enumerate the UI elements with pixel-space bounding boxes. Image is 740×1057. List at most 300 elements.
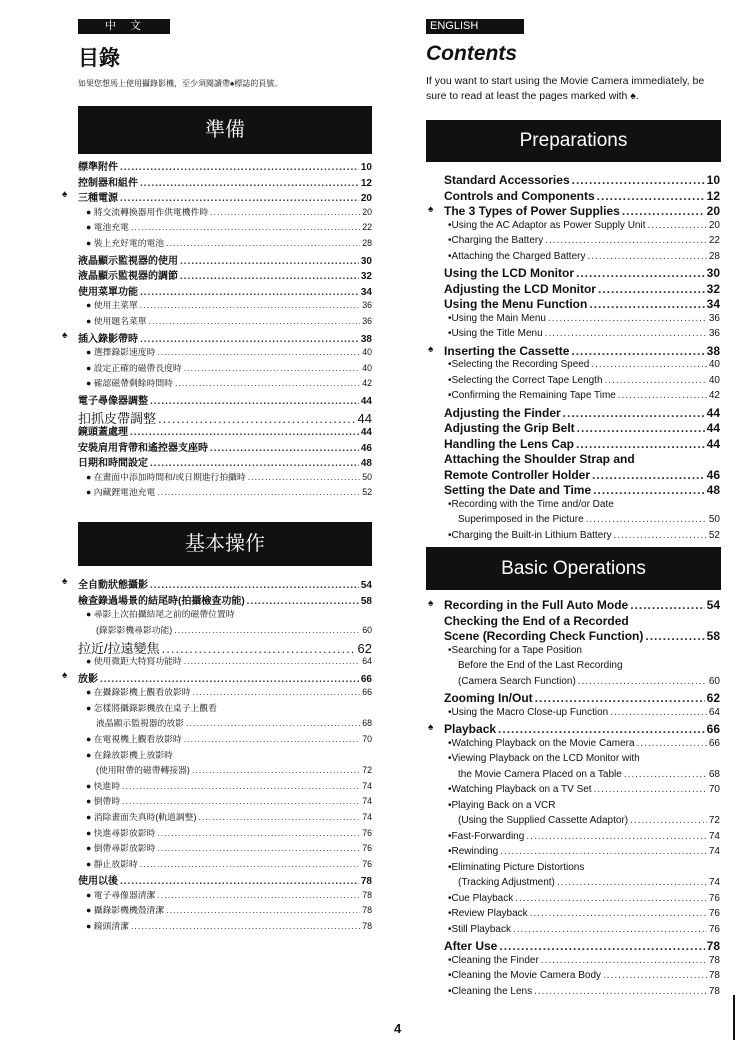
dot-leader bbox=[548, 313, 707, 324]
toc-entry-page: 76 bbox=[708, 892, 720, 904]
toc-entry bbox=[428, 598, 720, 614]
english-preparations-title: Preparations bbox=[519, 130, 628, 151]
toc-entry-page: 12 bbox=[360, 177, 372, 189]
toc-entry-label: •Using the AC Adaptor as Power Supply Unit bbox=[448, 219, 646, 231]
toc-entry-page: 10 bbox=[360, 162, 372, 173]
toc-entry bbox=[444, 514, 720, 530]
toc-entry bbox=[444, 893, 720, 909]
toc-entry-page: 46 bbox=[706, 467, 720, 482]
toc-entry-label: ● 怎樣將攝錄影機放在桌子上觀看 bbox=[86, 702, 217, 713]
toc-entry bbox=[78, 826, 372, 842]
toc-entry bbox=[78, 748, 372, 764]
toc-entry bbox=[78, 794, 372, 810]
toc-entry-page: 38 bbox=[706, 343, 720, 358]
toc-entry-label: •Selecting the Correct Tape Length bbox=[448, 374, 603, 386]
dot-leader bbox=[526, 831, 707, 842]
dot-leader bbox=[120, 876, 359, 887]
toc-entry-page: 52 bbox=[362, 487, 372, 498]
toc-entry-label: ● 使用題名菜單 bbox=[86, 315, 147, 326]
toc-entry-label: ● 快進尋影放影時 bbox=[86, 827, 156, 838]
dot-leader bbox=[577, 421, 705, 435]
toc-entry-page: 22 bbox=[708, 235, 720, 246]
dot-leader bbox=[131, 222, 360, 232]
toc-entry bbox=[78, 623, 372, 639]
toc-entry-label: The 3 Types of Power Supplies bbox=[444, 204, 620, 218]
toc-entry-page: 44 bbox=[706, 421, 720, 435]
toc-entry-page: 60 bbox=[708, 675, 720, 687]
english-language-tag: ENGLISH bbox=[426, 19, 524, 34]
dot-leader bbox=[515, 893, 707, 904]
toc-entry bbox=[78, 607, 372, 623]
toc-entry-page: 46 bbox=[360, 442, 372, 454]
toc-entry-label: •Using the Macro Close-up Function bbox=[448, 706, 609, 718]
chinese-basic-title: 基本操作 bbox=[185, 533, 265, 555]
toc-entry-label: Superimposed in the Picture bbox=[458, 514, 584, 525]
toc-entry-label: 扣抓皮帶調整 bbox=[78, 410, 157, 426]
toc-entry-page: 30 bbox=[706, 266, 720, 280]
toc-entry-label: •Watching Playback on a TV Set bbox=[448, 784, 592, 795]
toc-entry-page: 48 bbox=[360, 458, 372, 470]
toc-entry-label: •Fast-Forwarding bbox=[448, 830, 525, 842]
dot-leader bbox=[120, 162, 359, 173]
toc-entry-label: Inserting the Cassette bbox=[444, 343, 570, 358]
toc-entry bbox=[78, 376, 372, 392]
toc-entry-label: 鏡頭蓋處理 bbox=[78, 427, 128, 439]
toc-entry bbox=[444, 769, 720, 785]
english-basic-title: Basic Operations bbox=[501, 558, 646, 579]
dot-leader bbox=[157, 347, 360, 357]
toc-entry-label: 三種電源 bbox=[78, 193, 118, 205]
dot-leader bbox=[622, 204, 705, 218]
toc-entry bbox=[444, 691, 720, 707]
toc-entry-page: 58 bbox=[360, 595, 372, 607]
toc-entry bbox=[444, 970, 720, 986]
dot-leader bbox=[193, 687, 361, 697]
toc-entry bbox=[444, 815, 720, 831]
toc-entry-page: 74 bbox=[708, 846, 720, 857]
dot-leader bbox=[198, 812, 360, 822]
toc-entry-label: •Cleaning the Finder bbox=[448, 954, 539, 966]
toc-entry-page: 40 bbox=[362, 347, 372, 358]
dot-leader bbox=[513, 924, 707, 935]
toc-entry bbox=[444, 189, 720, 205]
required-marker: ♠ bbox=[62, 669, 68, 681]
dot-leader bbox=[563, 406, 705, 420]
toc-entry-page: 34 bbox=[360, 286, 372, 298]
toc-entry-label: •Cleaning the Movie Camera Body bbox=[448, 970, 602, 981]
toc-entry bbox=[78, 454, 372, 470]
edge-rule bbox=[733, 995, 735, 1040]
toc-entry-page: 40 bbox=[362, 362, 372, 373]
toc-entry-page: 44 bbox=[357, 410, 372, 426]
toc-entry-label: ● 攝錄影機機殼清潔 bbox=[86, 905, 165, 916]
toc-entry-page: 74 bbox=[362, 780, 372, 791]
toc-entry bbox=[78, 888, 372, 904]
dot-leader bbox=[645, 629, 704, 643]
toc-entry-label: ● 倒帶時 bbox=[86, 796, 121, 807]
dot-leader bbox=[120, 193, 359, 204]
toc-entry-label: •Eliminating Picture Distortions bbox=[448, 861, 585, 873]
toc-entry-label: •Recording with the Time and/or Date bbox=[448, 498, 614, 510]
toc-entry-label: 使用菜單功能 bbox=[78, 286, 138, 298]
toc-entry bbox=[444, 629, 720, 645]
toc-entry-label: ● 在畫面中添加時間和/或日期進行拍攝時 bbox=[86, 471, 246, 482]
toc-entry-label: (Tracking Adjustment) bbox=[458, 877, 555, 888]
toc-entry bbox=[78, 158, 372, 174]
toc-entry-label: ● 尋影上次拍攝結尾之前的磁帶位置時 bbox=[86, 609, 235, 620]
dot-leader bbox=[535, 691, 705, 705]
dot-leader bbox=[140, 334, 359, 345]
chinese-basic-banner bbox=[78, 522, 372, 566]
dot-leader bbox=[130, 427, 359, 438]
toc-entry-page: 20 bbox=[362, 206, 372, 217]
required-marker: ♠ bbox=[62, 189, 68, 201]
toc-entry-label: ● 在錄放影機上放影時 bbox=[86, 749, 173, 760]
required-marker: ♠ bbox=[62, 576, 68, 587]
dot-leader bbox=[557, 877, 707, 888]
dot-leader bbox=[131, 921, 360, 931]
toc-entry-page: 64 bbox=[362, 655, 372, 666]
toc-entry-label: Handling the Lens Cap bbox=[444, 436, 575, 451]
toc-entry-label: Zooming In/Out bbox=[444, 691, 533, 705]
toc-entry bbox=[78, 779, 372, 795]
toc-entry-page: 28 bbox=[708, 250, 720, 262]
toc-entry-label: •Charging the Battery bbox=[448, 235, 544, 246]
toc-entry-page: 12 bbox=[706, 188, 720, 203]
toc-entry-page: 66 bbox=[362, 687, 372, 698]
toc-entry-label: ● 消除畫面失真時(軌道調整) bbox=[86, 811, 197, 822]
toc-entry-label: 安裝肩用背帶和遙控器支座時 bbox=[78, 442, 208, 454]
dot-leader bbox=[572, 173, 705, 187]
dot-leader bbox=[210, 443, 359, 454]
dot-leader bbox=[618, 390, 707, 401]
toc-entry-page: 50 bbox=[708, 514, 720, 525]
toc-entry-label: •Rewinding bbox=[448, 846, 499, 857]
english-intro: If you want to start using the Movie Camera immediately, be sure to read at least the pages marked with ♠. bbox=[426, 75, 705, 102]
toc-entry bbox=[78, 283, 372, 299]
toc-entry-label: Adjusting the Grip Belt bbox=[444, 421, 575, 435]
toc-entry-label: Recording in the Full Auto Mode bbox=[444, 598, 629, 612]
toc-entry-label: 放影 bbox=[78, 673, 98, 685]
toc-entry-page: 20 bbox=[708, 219, 720, 231]
toc-entry-label: (錄影影機尋影功能) bbox=[96, 624, 173, 635]
toc-entry-page: 78 bbox=[362, 905, 372, 916]
dot-leader bbox=[184, 363, 360, 373]
toc-entry-page: 74 bbox=[362, 796, 372, 807]
toc-entry-label: •Cue Playback bbox=[448, 892, 514, 904]
dot-leader bbox=[184, 656, 360, 666]
toc-entry-page: 72 bbox=[362, 765, 372, 776]
toc-entry-page: 70 bbox=[362, 733, 372, 744]
dot-leader bbox=[578, 676, 707, 687]
dot-leader bbox=[614, 530, 707, 541]
toc-entry-page: 68 bbox=[362, 718, 372, 729]
english-basic-banner bbox=[426, 547, 721, 590]
toc-entry-label: Setting the Date and Time bbox=[444, 483, 592, 497]
toc-entry-page: 54 bbox=[360, 580, 372, 591]
toc-entry bbox=[444, 390, 720, 406]
dot-leader bbox=[630, 815, 707, 826]
toc-entry-label: 日期和時間設定 bbox=[78, 458, 148, 470]
dot-leader bbox=[598, 282, 705, 296]
toc-entry-page: 42 bbox=[708, 390, 720, 401]
toc-entry bbox=[428, 204, 720, 220]
chinese-language-tag: 中文 bbox=[78, 19, 170, 34]
dot-leader bbox=[576, 437, 705, 451]
dot-leader bbox=[591, 359, 707, 370]
required-marker: ♠ bbox=[428, 204, 434, 215]
dot-leader bbox=[166, 905, 360, 915]
dot-leader bbox=[247, 596, 359, 607]
dot-leader bbox=[541, 955, 707, 966]
toc-entry bbox=[78, 298, 372, 314]
toc-entry-page: 76 bbox=[362, 843, 372, 854]
dot-leader bbox=[597, 189, 705, 203]
toc-entry bbox=[444, 908, 720, 924]
dot-leader bbox=[184, 734, 360, 744]
toc-entry-page: 70 bbox=[708, 784, 720, 795]
toc-entry bbox=[444, 614, 720, 630]
dot-leader bbox=[180, 271, 359, 282]
toc-entry-page: 36 bbox=[708, 312, 720, 324]
toc-entry-page: 66 bbox=[706, 722, 720, 736]
toc-entry-label: 控制器和組件 bbox=[78, 177, 138, 189]
toc-entry-page: 44 bbox=[360, 427, 372, 439]
toc-entry bbox=[444, 437, 720, 453]
chinese-preparations-banner bbox=[78, 106, 372, 154]
toc-entry-label: •Searching for a Tape Position bbox=[448, 644, 582, 656]
dot-leader bbox=[545, 235, 707, 246]
toc-entry-label: ● 將交流轉換器用作供電機件時 bbox=[86, 206, 209, 217]
dot-leader bbox=[648, 220, 707, 231]
toc-entry bbox=[444, 986, 720, 1002]
toc-entry-label: ● 選擇錄影速度時 bbox=[86, 347, 156, 358]
toc-entry-page: 40 bbox=[708, 359, 720, 370]
toc-entry-page: 78 bbox=[706, 939, 720, 953]
toc-entry-label: ● 電子尋像器清潔 bbox=[86, 889, 156, 900]
toc-entry-page: 76 bbox=[362, 827, 372, 838]
toc-entry-page: 28 bbox=[362, 237, 372, 248]
toc-entry bbox=[62, 576, 372, 592]
toc-entry bbox=[444, 846, 720, 862]
dot-leader bbox=[140, 859, 360, 869]
toc-entry bbox=[444, 313, 720, 329]
required-marker: ♠ bbox=[428, 343, 434, 355]
toc-entry-page: 30 bbox=[360, 255, 372, 267]
toc-entry bbox=[78, 314, 372, 330]
toc-entry bbox=[78, 392, 372, 408]
toc-entry-label: ● 使用主菜單 bbox=[86, 300, 138, 311]
dot-leader bbox=[166, 238, 360, 248]
toc-entry-label: •Using the Main Menu bbox=[448, 312, 546, 324]
dot-leader bbox=[603, 970, 707, 981]
toc-entry-label: ● 確認磁帶剩餘時間時 bbox=[86, 378, 173, 389]
dot-leader bbox=[248, 472, 360, 482]
toc-entry-page: 64 bbox=[708, 706, 720, 718]
toc-entry bbox=[78, 408, 372, 424]
dot-leader bbox=[534, 986, 707, 997]
toc-entry-page: 60 bbox=[362, 624, 372, 635]
toc-entry-label: ● 內藏鋰電池充電 bbox=[86, 487, 156, 498]
toc-entry-page: 10 bbox=[706, 173, 720, 187]
toc-entry-page: 78 bbox=[362, 889, 372, 900]
toc-entry bbox=[78, 685, 372, 701]
dot-leader bbox=[593, 483, 705, 497]
toc-entry bbox=[78, 732, 372, 748]
chinese-basic-list bbox=[62, 576, 372, 935]
english-preparations-list bbox=[428, 173, 720, 545]
dot-leader bbox=[530, 908, 707, 919]
toc-entry-page: 78 bbox=[708, 954, 720, 966]
dot-leader bbox=[180, 256, 359, 267]
toc-entry bbox=[62, 669, 372, 686]
toc-entry bbox=[444, 877, 720, 893]
toc-entry-label: ● 裝上充好電的電池 bbox=[86, 237, 165, 248]
english-preparations-banner bbox=[426, 120, 721, 162]
toc-entry bbox=[444, 251, 720, 267]
toc-entry-label: 檢查錄過場景的結尾時(拍攝檢查功能) bbox=[78, 595, 245, 607]
toc-entry-page: 48 bbox=[706, 483, 720, 497]
toc-entry-label: Scene (Recording Check Function) bbox=[444, 629, 644, 643]
toc-entry bbox=[78, 841, 372, 857]
toc-entry-page: 50 bbox=[362, 471, 372, 482]
dot-leader bbox=[140, 178, 359, 189]
chinese-contents-title: 目錄 bbox=[78, 47, 120, 70]
toc-entry-label: 拉近/拉遠變焦 bbox=[78, 641, 160, 657]
toc-entry bbox=[78, 205, 372, 221]
toc-entry-label: •Playing Back on a VCR bbox=[448, 799, 556, 811]
chinese-intro: 如果您想馬上使用攝錄影機，至少須閱讀帶♠標誌的頁號。 bbox=[78, 79, 283, 88]
toc-entry-label: ● 倒帶尋影放影時 bbox=[86, 843, 156, 854]
dot-leader bbox=[122, 781, 360, 791]
toc-entry-label: ● 在攝錄影機上觀看放影時 bbox=[86, 687, 191, 698]
toc-entry-page: 36 bbox=[708, 328, 720, 339]
dot-leader bbox=[150, 458, 359, 469]
dot-leader bbox=[210, 207, 360, 217]
toc-entry bbox=[444, 645, 720, 661]
toc-entry-page: 74 bbox=[708, 877, 720, 888]
toc-entry bbox=[444, 831, 720, 847]
required-marker: ♠ bbox=[62, 329, 68, 341]
toc-entry bbox=[444, 266, 720, 282]
toc-entry-label: (Camera Search Function) bbox=[458, 675, 576, 687]
toc-entry bbox=[444, 359, 720, 375]
toc-entry bbox=[444, 530, 720, 546]
toc-entry bbox=[62, 329, 372, 346]
toc-entry bbox=[444, 173, 720, 189]
toc-entry-label: •Still Playback bbox=[448, 923, 511, 935]
toc-entry bbox=[444, 421, 720, 437]
toc-entry-label: •Using the Title Menu bbox=[448, 328, 543, 339]
toc-entry bbox=[428, 722, 720, 738]
toc-entry-label: ● 快進時 bbox=[86, 780, 121, 791]
toc-entry-page: 66 bbox=[708, 737, 720, 749]
toc-entry-page: 74 bbox=[708, 830, 720, 842]
toc-entry-label: •Watching Playback on the Movie Camera bbox=[448, 737, 635, 749]
toc-entry-label: After Use bbox=[444, 939, 498, 953]
toc-entry bbox=[444, 297, 720, 313]
toc-entry-label: ● 設定正確的磁帶長度時 bbox=[86, 362, 182, 373]
toc-entry-page: 32 bbox=[360, 271, 372, 283]
toc-entry-page: 40 bbox=[708, 374, 720, 386]
toc-entry bbox=[78, 810, 372, 826]
toc-entry bbox=[444, 800, 720, 816]
dot-leader bbox=[630, 598, 704, 612]
toc-entry bbox=[78, 638, 372, 657]
toc-entry-label: Attaching the Shoulder Strap and bbox=[444, 452, 635, 466]
dot-leader bbox=[157, 487, 360, 497]
toc-entry bbox=[78, 361, 372, 377]
toc-entry-page: 22 bbox=[362, 222, 372, 233]
toc-entry bbox=[78, 919, 372, 935]
toc-entry-label: Adjusting the LCD Monitor bbox=[444, 281, 596, 296]
toc-entry-label: Using the Menu Function bbox=[444, 297, 588, 311]
required-marker: ♠ bbox=[428, 722, 434, 733]
toc-entry bbox=[62, 189, 372, 205]
toc-entry bbox=[444, 468, 720, 484]
dot-leader bbox=[545, 328, 707, 339]
toc-entry-page: 36 bbox=[362, 315, 372, 326]
toc-entry bbox=[444, 282, 720, 298]
dot-leader bbox=[610, 707, 707, 718]
toc-entry-label: (Using the Supplied Cassette Adaptor) bbox=[458, 815, 629, 826]
toc-entry-page: 68 bbox=[708, 768, 720, 780]
dot-leader bbox=[122, 796, 360, 806]
dot-leader bbox=[100, 674, 359, 685]
toc-entry bbox=[78, 857, 372, 873]
dot-leader bbox=[589, 297, 704, 311]
dot-leader bbox=[150, 396, 359, 407]
toc-entry-label: 使用以後 bbox=[78, 876, 118, 888]
dot-leader bbox=[605, 375, 707, 386]
toc-entry-page: 34 bbox=[706, 297, 720, 311]
toc-entry-label: ● 在電視機上觀看放影時 bbox=[86, 733, 182, 744]
toc-entry-label: ● 鏡頭清潔 bbox=[86, 921, 129, 932]
toc-entry-label: Remote Controller Holder bbox=[444, 467, 591, 482]
toc-entry-label: 電子尋像器調整 bbox=[78, 395, 148, 407]
toc-entry bbox=[78, 654, 372, 670]
toc-entry-label: Controls and Components bbox=[444, 188, 595, 203]
toc-entry-page: 78 bbox=[360, 876, 372, 888]
toc-entry-label: •Confirming the Remaining Tape Time bbox=[448, 390, 616, 401]
toc-entry bbox=[78, 267, 372, 283]
toc-entry bbox=[444, 939, 720, 955]
dot-leader bbox=[587, 251, 706, 262]
toc-entry bbox=[78, 701, 372, 717]
toc-entry-page: 20 bbox=[360, 193, 372, 205]
toc-entry-label: 插入錄影帶時 bbox=[78, 333, 138, 345]
toc-entry bbox=[78, 236, 372, 252]
dot-leader bbox=[174, 625, 360, 635]
english-basic-list bbox=[428, 598, 720, 1001]
toc-entry bbox=[78, 716, 372, 732]
toc-entry-label: •Selecting the Recording Speed bbox=[448, 359, 590, 370]
toc-entry bbox=[444, 499, 720, 515]
toc-entry bbox=[78, 345, 372, 361]
toc-entry-label: •Review Playback bbox=[448, 908, 528, 919]
dot-leader bbox=[499, 939, 704, 953]
toc-entry bbox=[444, 676, 720, 692]
toc-entry-page: 52 bbox=[708, 529, 720, 541]
chinese-preparations-title: 準備 bbox=[205, 119, 245, 141]
toc-entry-page: 62 bbox=[357, 641, 372, 657]
dot-leader bbox=[149, 316, 361, 326]
toc-entry bbox=[78, 763, 372, 779]
dot-leader bbox=[594, 784, 707, 795]
toc-entry-page: 44 bbox=[706, 436, 720, 451]
toc-entry bbox=[444, 660, 720, 676]
toc-entry-page: 62 bbox=[706, 691, 720, 705]
